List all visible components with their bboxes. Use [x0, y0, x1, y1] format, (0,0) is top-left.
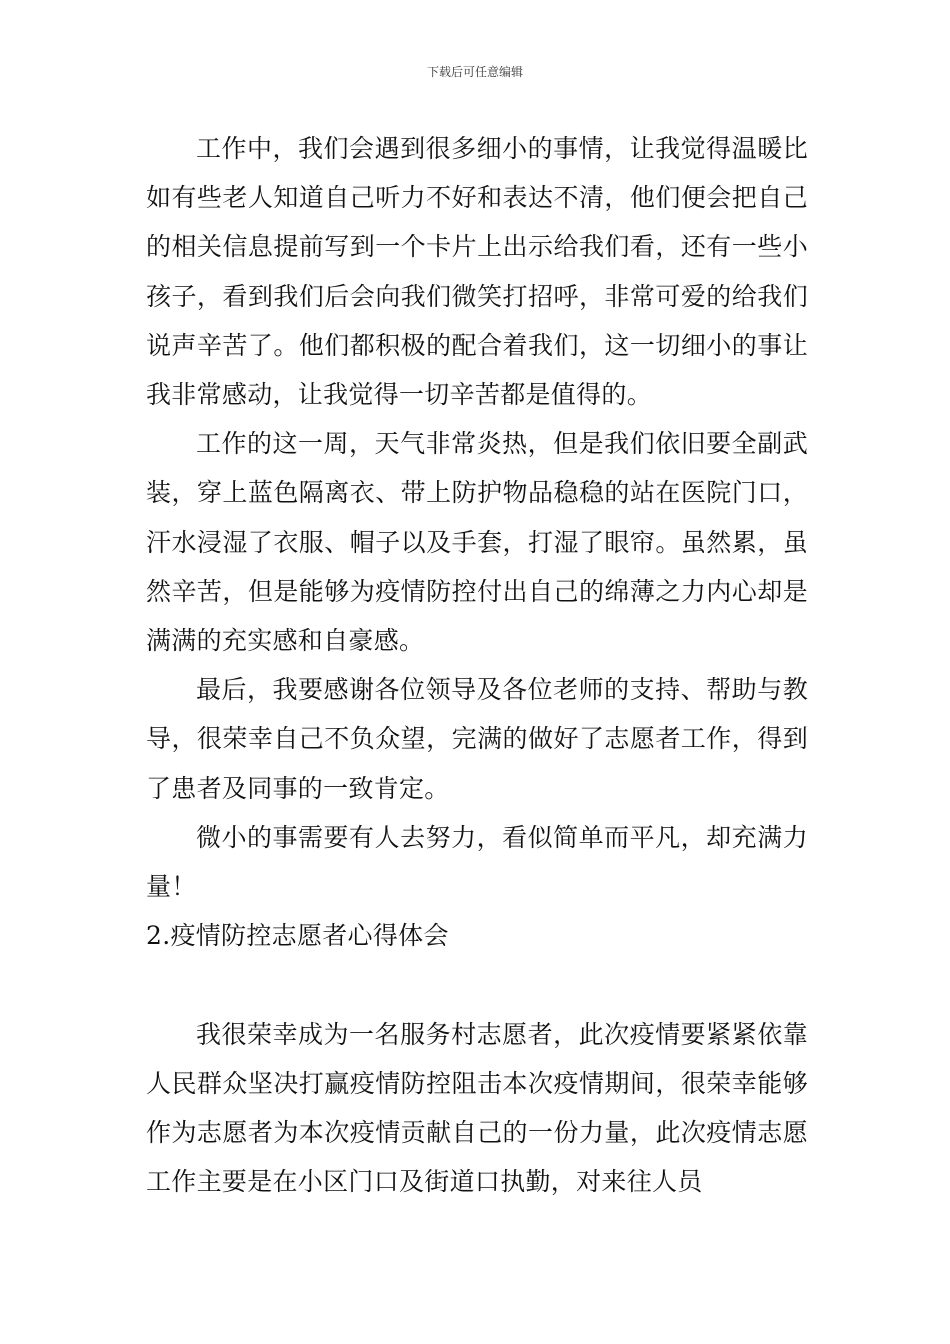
section-heading: 2.疫情防控志愿者心得体会 [146, 921, 449, 951]
paragraph-hot-week: 工作的这一周，天气非常炎热，但是我们依旧要全副武装，穿上蓝色隔离衣、带上防护物品稳稳的站在医院门口，汗水浸湿了衣服、帽子以及手套，打湿了眼帘。虽然累，虽然辛苦，但是能够为疫情防控付出自己的绵薄之力内心却是满满的充实感和自豪感。 [146, 429, 808, 656]
paragraph-volunteer-intro: 我很荣幸成为一名服务村志愿者，此次疫情要紧紧依靠人民群众坚决打赢疫情防控阻击本次疫情期间，很荣幸能够作为志愿者为本次疫情贡献自己的一份力量，此次疫情志愿工作主要是在小区门口及街道口执勤，对来往人员 [146, 1019, 808, 1197]
document-body [146, 124, 808, 1206]
paragraph-thanks: 最后，我要感谢各位领导及各位老师的支持、帮助与教导，很荣幸自己不负众望，完满的做好了志愿者工作，得到了患者及同事的一致肯定。 [146, 675, 808, 803]
paragraph-warm-moments: 工作中，我们会遇到很多细小的事情，让我觉得温暖比如有些老人知道自己听力不好和表达不清，他们便会把自己的相关信息提前写到一个卡片上出示给我们看，还有一些小孩子，看到我们后会向我们微笑打招呼，非常可爱的给我们说声辛苦了。他们都积极的配合着我们，这一切细小的事让我非常感动，让我觉得一切辛苦都是值得的。 [146, 134, 808, 410]
blank-line [146, 960, 808, 1009]
page-header-note: 下载后可任意编辑 [426, 65, 523, 79]
paragraph-small-things: 微小的事需要有人去努力，看似简单而平凡，却充满力量！ [146, 822, 808, 902]
